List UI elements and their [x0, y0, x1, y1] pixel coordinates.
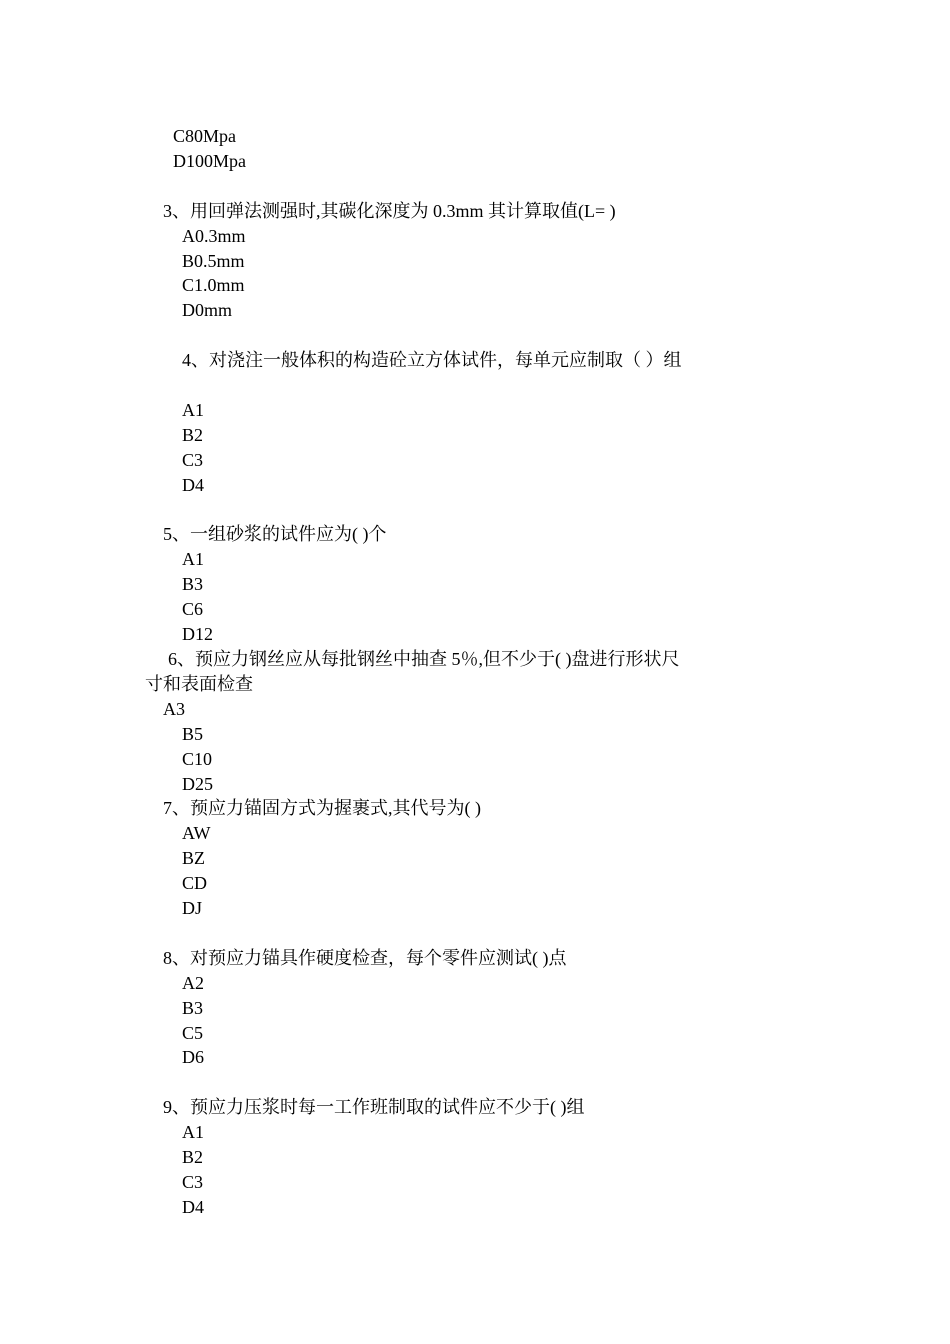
q3-option-a: A0.3mm	[182, 226, 246, 246]
q8-option-a: A2	[182, 973, 204, 993]
q2-option-d: D100Mpa	[173, 151, 246, 171]
q4-option-d: D4	[182, 475, 204, 495]
q3-option-b: B0.5mm	[182, 251, 245, 271]
q7-text: 7、预应力锚固方式为握裹式,其代号为( )	[163, 798, 481, 818]
q6-option-d: D25	[182, 774, 213, 794]
q7-option-c: CD	[182, 873, 208, 893]
q6-option-c: C10	[182, 749, 213, 769]
q6-text-line1: 6、预应力钢丝应从每批钢丝中抽查 5％,但不少于( )盘进行形状尺	[168, 649, 680, 669]
q6-text-line2: 寸和表面检查	[145, 674, 253, 694]
q5-option-b: B3	[182, 574, 204, 594]
q9-option-a: A1	[182, 1122, 204, 1142]
q8-option-b: B3	[182, 998, 204, 1018]
q9-text: 9、预应力压浆时每一工作班制取的试件应不少于( )组	[163, 1097, 585, 1117]
q2-option-c: C80Mpa	[173, 126, 236, 146]
q4-text: 4、对浇注一般体积的构造砼立方体试件，每单元应制取（ ）组	[182, 350, 682, 370]
q8-option-d: D6	[182, 1047, 204, 1067]
q9-option-c: C3	[182, 1172, 204, 1192]
q8-option-c: C5	[182, 1023, 204, 1043]
q5-option-d: D12	[182, 624, 213, 644]
q6-option-a: A3	[163, 699, 185, 719]
q5-text: 5、一组砂浆的试件应为( )个	[163, 524, 387, 544]
q4-option-c: C3	[182, 450, 204, 470]
q3-text: 3、用回弹法测强时,其碳化深度为 0.3mm 其计算取值(L= )	[163, 201, 616, 221]
q6-option-b: B5	[182, 724, 204, 744]
q9-option-d: D4	[182, 1197, 204, 1217]
q9-option-b: B2	[182, 1147, 204, 1167]
q7-option-b: BZ	[182, 848, 206, 868]
q8-text: 8、对预应力锚具作硬度检查，每个零件应测试( )点	[163, 948, 567, 968]
q3-option-c: C1.0mm	[182, 275, 245, 295]
q3-option-d: D0mm	[182, 300, 233, 320]
q7-option-d: DJ	[182, 898, 203, 918]
q7-option-a: AW	[182, 823, 211, 843]
q5-option-c: C6	[182, 599, 204, 619]
q4-option-b: B2	[182, 425, 204, 445]
q4-option-a: A1	[182, 400, 204, 420]
q5-option-a: A1	[182, 549, 204, 569]
